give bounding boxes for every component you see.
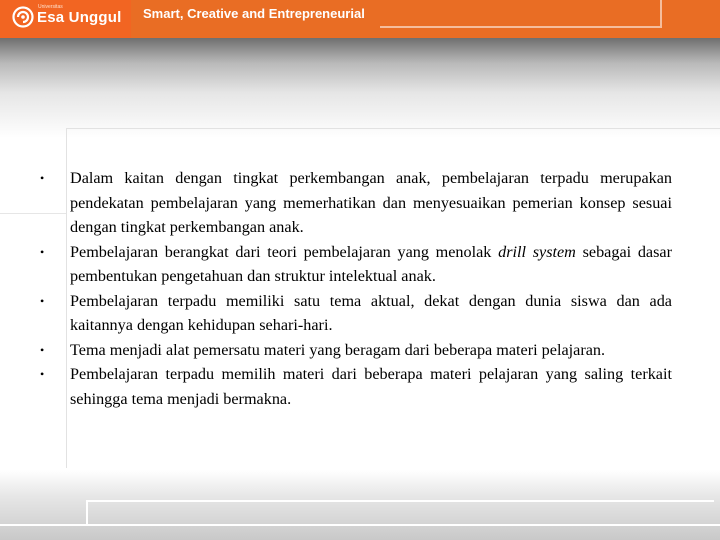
header-frame-line <box>380 0 662 28</box>
bullet-icon: • <box>40 342 45 357</box>
bullet-item <box>40 362 672 411</box>
bullet-text: Dalam kaitan dengan tingkat perkembangan anak, pembelajaran terpadu merupakan pendekatan pembelajaran yang memerhatikan dan menyesuaikan pemerian konsep sesuai dengan tingkat perkembangan anak. <box>70 169 672 236</box>
bullet-text: Pembelajaran terpadu memilih materi dari beberapa materi pelajaran yang saling terkait sehingga tema menjadi bermakna. <box>70 365 672 408</box>
university-logo-icon <box>12 6 34 28</box>
bullet-text: Pembelajaran terpadu memiliki satu tema aktual, dekat dengan dunia siswa dan ada kaitannya dengan kehidupan sehari-hari. <box>70 291 672 334</box>
bullet-icon: • <box>40 171 45 185</box>
footer-frame-line <box>86 500 714 524</box>
slogan-text: Smart, Creative and Entrepreneurial <box>143 6 365 21</box>
brand-name: Esa Unggul <box>37 9 122 26</box>
frame-line-top <box>66 128 720 129</box>
bullet-item <box>40 289 672 338</box>
bullet-list <box>40 166 672 411</box>
header-banner <box>0 0 720 38</box>
bullet-item <box>40 338 672 363</box>
bullet-item <box>40 166 672 240</box>
bullet-text: Tema menjadi alat pemersatu materi yang beragam dari beberapa materi pelajaran. <box>70 340 606 359</box>
bullet-icon: • <box>40 293 45 308</box>
bullet-text: Pembelajaran berangkat dari teori pembelajaran yang menolak <box>70 242 499 261</box>
bullet-item <box>40 240 672 289</box>
bullet-icon: • <box>40 244 45 259</box>
bullet-icon: • <box>40 367 45 381</box>
bullet-emphasis: drill system <box>498 242 576 261</box>
bullet-text-cont: sebagai dasar pembentukan pengetahuan dan struktur intelektual anak. <box>70 242 672 285</box>
header-shadow-band <box>0 38 720 138</box>
logo-area <box>0 0 130 38</box>
footer-frame-line-bottom <box>0 524 720 526</box>
brand-small-text: Universitas <box>38 4 63 10</box>
slide-content <box>40 166 672 411</box>
